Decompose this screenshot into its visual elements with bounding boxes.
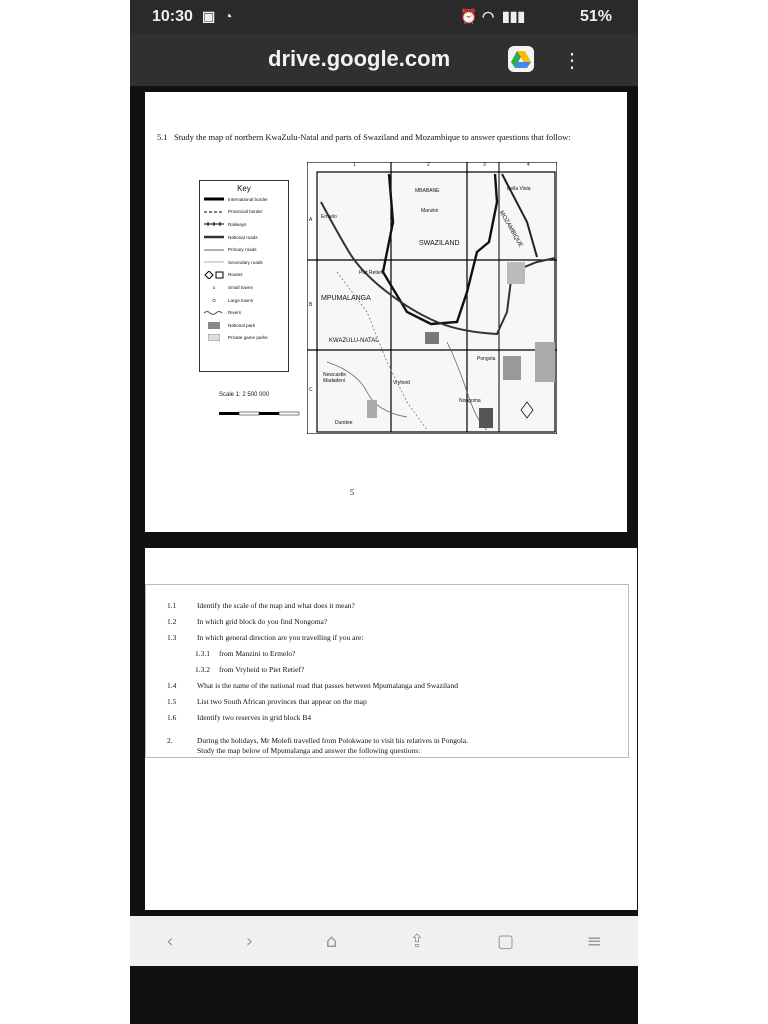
document-page-2 (145, 548, 637, 910)
legend-item: o Small towns (200, 281, 288, 294)
notification-icon: ◔ (224, 8, 233, 24)
place-label: Bella Vista (507, 186, 531, 192)
route-icon (204, 272, 224, 278)
map-labels (307, 162, 557, 434)
national-park-icon (204, 322, 224, 328)
large-town-icon: O (212, 297, 216, 303)
question-item: 1.4 What is the name of the national road that passes between Mpumalanga and Swaziland (167, 681, 458, 690)
place-label: Ermelo (321, 214, 337, 220)
key-title: Key (237, 184, 251, 193)
question-subitem: 1.3.2 from Vryheid to Piet Retief? (195, 665, 305, 674)
legend-item: Railways (200, 218, 288, 231)
primary-road-icon (204, 247, 224, 253)
place-label: Manzini (421, 208, 439, 214)
signal-icon: ▮▮▮ (502, 8, 526, 24)
question-item: 1.3 In which general direction are you travelling if you are: (167, 633, 364, 642)
tabs-icon[interactable]: ▢ (497, 930, 515, 952)
place-label: Nongoma (459, 398, 481, 404)
place-label: SWAZILAND (419, 240, 460, 247)
legend-item: International border (200, 193, 288, 206)
status-time: 10:30 (152, 8, 193, 25)
river-icon (204, 310, 224, 316)
battery-level: 51% (579, 8, 612, 25)
question-item: 1.5 List two South African provinces that appear on the map (167, 697, 367, 706)
place-label: Piet Retief (359, 270, 383, 276)
status-bar (130, 0, 638, 34)
small-town-icon: o (212, 284, 216, 290)
place-label: Dundee (335, 420, 353, 426)
place-label: Newcastle (323, 372, 347, 378)
menu-icon[interactable]: ≡ (586, 930, 602, 952)
questions-list (167, 598, 468, 756)
page-number: 5 (350, 488, 354, 497)
row-label: A (309, 217, 313, 223)
map-key (199, 180, 289, 372)
question-heading (157, 132, 571, 142)
forward-icon[interactable]: › (245, 930, 254, 952)
place-label: KWAZULU-NATAL (329, 338, 379, 344)
col-label: 3 (483, 162, 486, 168)
place-label: MBABANE (415, 188, 440, 194)
legend-item: Secondary roads (200, 256, 288, 269)
legend-item: Routes (200, 269, 288, 282)
row-label: C (309, 387, 313, 393)
col-label: 2 (427, 162, 430, 168)
row-label: B (309, 302, 313, 308)
place-label: Vryheid (393, 380, 410, 386)
legend-item: Private game parks (200, 332, 288, 345)
railway-icon (204, 221, 224, 227)
notification-icon: ▣ (202, 8, 216, 24)
question-item: 1.6 Identify two reserves in grid block B4 (167, 713, 312, 722)
question-2-line-1: During the holidays, Mr Molefi travelled from Polokwane to visit his relatives in Pongola. (197, 736, 468, 745)
map-scale (219, 392, 319, 422)
url-text[interactable]: drive.google.com (268, 46, 451, 71)
place-label: MPUMALANGA (321, 295, 371, 302)
browser-address-bar[interactable] (130, 34, 638, 86)
more-options-icon[interactable]: ⋮ (562, 50, 582, 72)
question-item: 1.1 Identify the scale of the map and what does it mean? (167, 601, 355, 610)
col-label: 4 (527, 162, 530, 168)
question-2: 2. During the holidays, Mr Molefi travelled from Polokwane to visit his relatives in Pongola. Study the map below of Mpumalanga and answer the following questions: (167, 736, 468, 755)
share-icon[interactable]: ⇪ (409, 930, 425, 952)
place-label: Pongola (477, 356, 496, 362)
home-icon[interactable]: ⌂ (325, 930, 338, 952)
scale-label: Scale 1: 2 500 000 (219, 392, 270, 398)
question-subitem: 1.3.1 from Manzini to Ermelo? (195, 649, 296, 658)
national-road-icon (204, 234, 224, 240)
question-item: 1.2 In which grid block do you find Nongoma? (167, 617, 328, 626)
navigation-bar (130, 916, 638, 966)
heading-number: 5.1 (157, 132, 168, 142)
legend-item: Primary roads (200, 243, 288, 256)
legend-item: National roads (200, 231, 288, 244)
question-2-line-2: Study the map below of Mpumalanga and answer the following questions: (197, 746, 421, 755)
legend-item: Provincial border (200, 206, 288, 219)
col-label: 1 (353, 162, 356, 168)
wifi-icon: ◠ (482, 8, 495, 24)
secondary-road-icon (204, 259, 224, 265)
heading-text: Study the map of northern KwaZulu-Natal and parts of Swaziland and Mozambique to answer questions that follow: (174, 132, 571, 142)
provincial-border-icon (204, 209, 224, 215)
alarm-icon: ⏰ (460, 8, 478, 24)
game-park-icon (204, 335, 224, 341)
back-icon[interactable]: ‹ (166, 930, 174, 952)
drive-icon[interactable] (508, 46, 534, 72)
legend-item: O Large towns (200, 294, 288, 307)
place-label: Madadeni (323, 378, 345, 384)
international-border-icon (204, 196, 224, 202)
legend-item: National park (200, 319, 288, 332)
scale-bar (219, 406, 319, 420)
document-page-1 (145, 92, 627, 532)
legend-item: Rivers (200, 306, 288, 319)
place-label: MOZAMBIQUE (497, 210, 524, 249)
